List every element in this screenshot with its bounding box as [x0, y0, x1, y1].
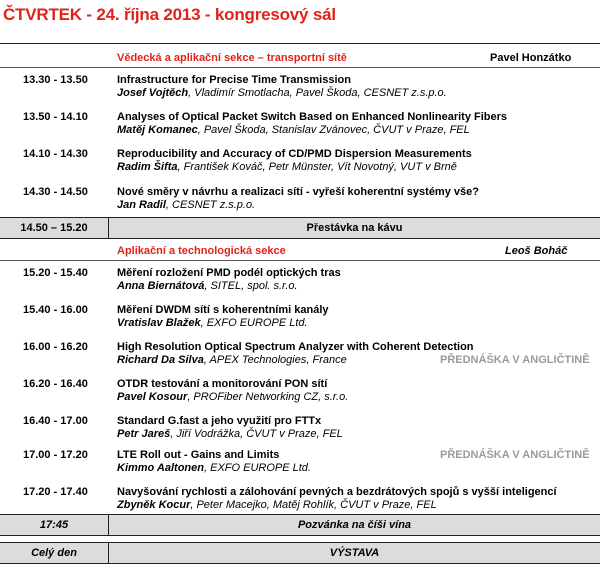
- break-label: Přestávka na kávu: [306, 222, 403, 234]
- talk-time: 15.20 - 15.40: [23, 267, 88, 279]
- talk-time: 17.20 - 17.40: [23, 486, 88, 498]
- talk-title: Reproducibility and Accuracy of CD/PMD Dispersion Measurements: [117, 148, 472, 160]
- section-2-title: Aplikační a technologická sekce: [117, 245, 286, 257]
- talk-title: Navyšování rychlosti a zálohování pevných a bezdrátových spojů s vyšší inteligencí: [117, 486, 557, 498]
- lead-speaker: Kimmo Aaltonen: [117, 462, 204, 474]
- talk-time: 16.20 - 16.40: [23, 378, 88, 390]
- lead-speaker: Anna Biernátová: [117, 280, 205, 292]
- talk-title: Měření DWDM sítí s koherentními kanály: [117, 304, 329, 316]
- talk-speakers: [117, 124, 470, 137]
- lead-speaker: Petr Jareš: [117, 428, 171, 440]
- talk-time: 14.10 - 14.30: [23, 148, 88, 160]
- talk-title: OTDR testování a monitorování PON sítí: [117, 378, 328, 390]
- language-note: PŘEDNÁŠKA V ANGLIČTINĚ: [440, 354, 590, 366]
- talk-speakers: [117, 391, 348, 404]
- invite-time: 17:45: [39, 519, 69, 531]
- section-1-rule: [0, 67, 600, 68]
- co-speakers: , Vladimír Smotlacha, Pavel Škoda, CESNET z.s.p.o.: [188, 87, 447, 99]
- lead-speaker: Josef Vojtěch: [117, 87, 189, 99]
- section-1-title: Vědecká a aplikační sekce – transportní sítě: [117, 52, 347, 64]
- section-2-rule: [0, 260, 600, 261]
- talk-title: Infrastructure for Precise Time Transmission: [117, 74, 351, 86]
- talk-speakers: [117, 199, 255, 212]
- co-speakers: , SITEL, spol. s.r.o.: [204, 280, 298, 292]
- invite-label: Pozvánka na číši vína: [297, 519, 412, 531]
- language-note: PŘEDNÁŠKA V ANGLIČTINĚ: [440, 449, 590, 461]
- co-speakers: , EXFO EUROPE Ltd.: [200, 317, 308, 329]
- lead-speaker: Radim Šifta: [117, 161, 178, 173]
- co-speakers: , Pavel Škoda, Stanislav Zvánovec, ČVUT v Praze, FEL: [197, 124, 470, 136]
- co-speakers: , Peter Macejko, Matěj Rohlík, ČVUT v Praze, FEL: [190, 499, 437, 511]
- co-speakers: , Jiří Vodrážka, ČVUT v Praze, FEL: [170, 428, 343, 440]
- talk-title: High Resolution Optical Spectrum Analyzer with Coherent Detection: [117, 341, 474, 353]
- break-rule-bottom: [0, 238, 600, 239]
- page-title: ČTVRTEK - 24. října 2013 - kongresový sál: [3, 5, 336, 24]
- talk-speakers: [117, 317, 308, 330]
- co-speakers: , APEX Technologies, France: [203, 354, 347, 366]
- break-time: 14.50 – 15.20: [20, 222, 88, 234]
- expo-time: Celý den: [31, 547, 77, 559]
- talk-speakers: [117, 280, 298, 293]
- talk-speakers: [117, 462, 311, 475]
- talk-time: 13.50 - 14.10: [23, 111, 88, 123]
- talk-time: 17.00 - 17.20: [23, 449, 88, 461]
- talk-title: Nové směry v návrhu a realizaci sítí - vyřeší koherentní systémy vše?: [117, 186, 479, 198]
- talk-title: Měření rozložení PMD podél optických tras: [117, 267, 341, 279]
- talk-title: Standard G.fast a jeho využití pro FTTx: [117, 415, 322, 427]
- talk-time: 16.00 - 16.20: [23, 341, 88, 353]
- lead-speaker: Richard Da Silva: [117, 354, 204, 366]
- co-speakers: , PROFiber Networking CZ, s.r.o.: [187, 391, 349, 403]
- invite-rule-bottom: [0, 535, 600, 536]
- talk-time: 13.30 - 13.50: [23, 74, 88, 86]
- talk-time: 15.40 - 16.00: [23, 304, 88, 316]
- talk-speakers: [117, 161, 457, 174]
- lead-speaker: Zbyněk Kocur: [117, 499, 191, 511]
- talk-speakers: [117, 499, 437, 512]
- talk-speakers: [117, 428, 343, 441]
- section-2-chair: Leoš Boháč: [505, 245, 568, 257]
- lead-speaker: Pavel Kosour: [117, 391, 188, 403]
- talk-time: 16.40 - 17.00: [23, 415, 88, 427]
- expo-rule-bottom: [0, 563, 600, 564]
- co-speakers: , CESNET z.s.p.o.: [165, 199, 256, 211]
- top-rule: [0, 43, 600, 44]
- lead-speaker: Jan Radil: [117, 199, 166, 211]
- talk-time: 14.30 - 14.50: [23, 186, 88, 198]
- expo-label: VÝSTAVA: [329, 547, 380, 559]
- co-speakers: , EXFO EUROPE Ltd.: [204, 462, 311, 474]
- talk-title: Analyses of Optical Packet Switch Based on Enhanced Nonlinearity Fibers: [117, 111, 508, 123]
- lead-speaker: Vratislav Blažek: [117, 317, 201, 329]
- lead-speaker: Matěj Komanec: [117, 124, 198, 136]
- talk-title: LTE Roll out - Gains and Limits: [117, 449, 280, 461]
- co-speakers: , František Kováč, Petr Münster, Vít Novotný, VUT v Brně: [177, 161, 457, 173]
- talk-speakers: [117, 87, 447, 100]
- talk-speakers: [117, 354, 347, 367]
- section-1-chair: Pavel Honzátko: [490, 52, 572, 64]
